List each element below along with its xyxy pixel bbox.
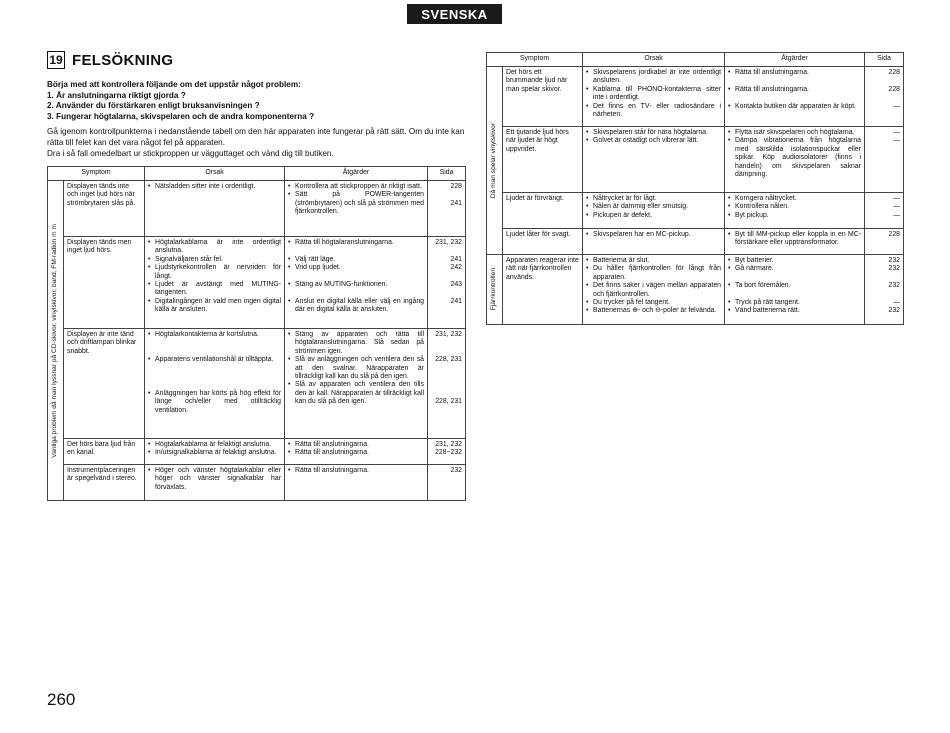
bullet-icon: • (288, 467, 291, 474)
bullet-item (728, 307, 861, 315)
bullet-text: In/utsignalkablarna är felaktigt anslutna. (155, 449, 277, 457)
page-number: 260 (47, 690, 76, 709)
page-ref: 232 (888, 307, 901, 315)
page-ref: 241 (450, 297, 463, 305)
bullet-text: Skivspelaren står för nära högtalarna. (593, 129, 708, 136)
page-ref: — (893, 211, 901, 219)
bullet-icon: • (586, 211, 589, 219)
symptom-text: Displayen tänds inte och inget ljud hörs när strömbrytaren slås på. (67, 183, 136, 207)
page-ref-cell (865, 67, 904, 127)
bullet-item (288, 298, 424, 315)
bullet-icon: • (586, 299, 589, 307)
page-ref: 228 (888, 85, 901, 93)
col-header-cause: Orsak (583, 53, 725, 67)
table-row (487, 255, 904, 325)
symptom-cell (64, 465, 145, 501)
intro-bold-line: 2. Använder du förstärkaren enligt bruksanvisningen ? (47, 101, 260, 111)
bullet-text: Golvet är ostadigt och vibrerar lätt. (593, 137, 699, 145)
bullet-text: Slå av anläggningen och ventilera den så att den svalnar. Närapparaten är tillräckligt kall kan du slå på den igen. (295, 356, 425, 381)
page-ref (431, 390, 462, 398)
bullet-text: Ta bort föremålen. (735, 282, 791, 290)
bullet-icon: • (288, 255, 291, 263)
page-ref: 231, 232 (435, 239, 463, 246)
symptom-cell (64, 181, 145, 237)
bullet-text: Anslut en digital källa eller välj en ingång där en digital källa är ansluten. (295, 297, 425, 314)
bullet-text: Gå närmare. (735, 265, 774, 273)
bullet-icon: • (148, 449, 151, 457)
page-ref: 228, 231 (435, 398, 463, 406)
symptom-text: Displayen är inte tänd och driftlampan blinkar snabbt. (67, 331, 137, 355)
bullet-item (148, 441, 281, 449)
col-header-page: Sida (428, 167, 466, 181)
page-ref: — (893, 129, 901, 136)
table-row (48, 329, 466, 439)
bullet-item (148, 331, 281, 339)
bullet-icon: • (728, 307, 731, 315)
bullet-icon: • (586, 69, 589, 76)
page-ref (431, 339, 462, 347)
col-header-page: Sida (865, 53, 904, 67)
bullet-text: Kablarna till PHONO-kontakterna sitter inte i ordentligt. (593, 85, 722, 102)
bullet-icon: • (586, 129, 589, 136)
bullet-text: Rätta till högtalaranslutningarna. (295, 239, 394, 246)
bullet-item (586, 137, 721, 145)
table-row (48, 181, 466, 237)
bullet-text: Rätta till anslutningarna. (295, 449, 369, 457)
page-ref-cell (865, 229, 904, 255)
bullet-text: Sätt på POWER-tangenten (strömbrytaren) och slå på strömmen med fjärrkontrollen. (295, 191, 425, 216)
page-ref-cell (428, 181, 466, 237)
bullet-item (288, 239, 424, 247)
page-ref (868, 77, 900, 85)
cause-cell (583, 255, 725, 325)
action-cell (285, 465, 428, 501)
group-label-vinyl: Då man spelar vinylskivor (490, 122, 498, 199)
symptom-cell (503, 127, 583, 193)
group-label-cell (487, 255, 503, 325)
bullet-icon: • (728, 265, 731, 273)
page-ref: 231, 232 (435, 331, 463, 338)
bullet-icon: • (148, 467, 151, 474)
bullet-icon: • (148, 255, 151, 263)
bullet-text: Nåltrycket är för lågt. (593, 195, 657, 202)
bullet-text: Korrigera nåltrycket. (735, 195, 797, 202)
bullet-item (148, 256, 281, 264)
action-cell (285, 181, 428, 237)
table-row (48, 439, 466, 465)
action-cell (725, 255, 865, 325)
bullet-icon: • (728, 257, 731, 264)
bullet-text: Digitalingången är vald men ingen digital källa är ansluten. (155, 297, 282, 314)
col-header-action: Åtgärder (725, 53, 865, 67)
col-header-cause: Orsak (145, 167, 285, 181)
bullet-text: Kontrollera nålen. (735, 203, 790, 211)
bullet-icon: • (728, 282, 731, 290)
bullet-item (288, 381, 424, 406)
bullet-text: Flytta isär skivspelaren och högtalarna. (735, 129, 855, 136)
bullet-icon: • (288, 297, 291, 305)
bullet-item (586, 231, 721, 239)
bullet-text: Stäng av MUTING-funktionen. (295, 281, 388, 288)
bullet-item (728, 137, 861, 179)
bullet-item (148, 264, 281, 281)
bullet-item (288, 467, 424, 475)
bullet-text: Vänd batterierna rätt. (735, 307, 800, 315)
bullet-text: Dämpa vibrationerna från högtalarna med särskilda isolationspuckar eller spikar. Köp audioisolatorer (finns i handeln) om skivspelaren saknar dämpning. (735, 137, 862, 179)
page-ref-cell (428, 329, 466, 439)
bullet-item (728, 299, 861, 307)
page-ref: 242 (450, 264, 463, 272)
symptom-text: Ett tjutande ljud hörs när ljudet är högt uppvridet. (506, 129, 569, 153)
bullet-text: Högtalarkablarna är felaktigt anslutna. (155, 441, 272, 448)
section-title: FELSÖKNING (72, 51, 174, 69)
bullet-icon: • (586, 102, 589, 110)
bullet-icon: • (728, 203, 731, 211)
page-ref: 228 (888, 69, 901, 76)
page-ref: — (893, 137, 901, 145)
bullet-item (148, 281, 281, 298)
symptom-cell (64, 237, 145, 329)
bullet-item (288, 281, 424, 289)
bullet-icon: • (728, 211, 731, 219)
bullet-icon: • (728, 129, 731, 136)
action-cell (285, 439, 428, 465)
page-ref (431, 348, 462, 356)
bullet-text: Rätta till anslutningarna. (735, 69, 809, 76)
bullet-icon: • (586, 195, 589, 202)
bullet-item (148, 390, 281, 415)
bullet-item (148, 298, 281, 315)
symptom-text: Instrumentplaceringen är spegelvänd i stereo. (67, 467, 137, 483)
intro-text (47, 80, 467, 159)
bullet-icon: • (288, 449, 291, 457)
bullet-icon: • (288, 356, 291, 364)
intro-bold-line: Börja med att kontrollera följande om det uppstår något problem: (47, 80, 301, 89)
table-row (487, 193, 904, 229)
page-ref-cell (865, 255, 904, 325)
bullet-icon: • (148, 239, 151, 246)
bullet-item (728, 265, 861, 273)
page-ref (868, 291, 900, 299)
bullet-item (288, 331, 424, 356)
bullet-item (728, 231, 861, 248)
bullet-icon: • (728, 85, 731, 93)
bullet-text: Byt pickup. (735, 211, 769, 219)
bullet-icon: • (288, 191, 291, 199)
page-ref (431, 365, 462, 373)
page-ref: 228 (888, 231, 901, 238)
cause-cell (145, 465, 285, 501)
bullet-icon: • (148, 183, 151, 190)
bullet-icon: • (148, 389, 151, 397)
table-row (487, 67, 904, 127)
symptom-cell (503, 255, 583, 325)
bullet-text: Skivspelaren har en MC-pickup. (593, 231, 691, 238)
bullet-text: Välj rätt läge. (295, 255, 336, 263)
page-ref: 232 (450, 467, 463, 474)
bullet-item (586, 307, 721, 315)
symptom-cell (503, 67, 583, 127)
cause-cell (145, 237, 285, 329)
page-ref: 241 (450, 255, 463, 263)
bullet-item (586, 282, 721, 299)
bullet-icon: • (586, 231, 589, 238)
bullet-text: Kontrollera att stickproppen är riktigt isatt. (295, 183, 422, 190)
bullet-icon: • (148, 281, 151, 289)
bullet-text: Du trycker på fel tangent. (593, 299, 671, 307)
bullet-item (728, 203, 861, 211)
bullet-item (288, 356, 424, 381)
page-ref: 228, 231 (435, 356, 463, 364)
cause-cell (145, 439, 285, 465)
page-ref (431, 373, 462, 381)
bullet-item (148, 449, 281, 457)
action-cell (285, 329, 428, 439)
bullet-item (586, 203, 721, 211)
page-ref-cell (428, 237, 466, 329)
bullet-icon: • (288, 183, 291, 190)
bullet-item (728, 282, 861, 290)
section-number: 19 (47, 51, 65, 69)
page-ref: 231, 232 (435, 441, 463, 448)
bullet-text: Kontakta butiken där apparaten är köpt. (735, 102, 857, 110)
bullet-icon: • (586, 307, 589, 315)
action-cell (725, 193, 865, 229)
troubleshooting-table-left (47, 166, 466, 501)
bullet-icon: • (148, 441, 151, 448)
bullet-icon: • (586, 257, 589, 264)
page-ref: 232 (888, 265, 901, 273)
table-header-row (48, 167, 466, 181)
bullet-item (728, 69, 861, 77)
bullet-text: Skivspelarens jordkabel är inte ordentligt ansluten. (593, 69, 722, 85)
bullet-text: Högtalarkontakterna är kortslutna. (155, 331, 259, 338)
bullet-item (288, 264, 424, 272)
bullet-item (148, 356, 281, 364)
bullet-item (586, 103, 721, 120)
bullet-item (288, 449, 424, 457)
bullet-text: Slå av apparaten och ventilera den tills den är kall. Närapparaten är tillräckligt kall kan du slå på den igen. (295, 381, 425, 406)
bullet-icon: • (728, 299, 731, 306)
bullet-item (728, 103, 861, 111)
intro-bold-line: 3. Fungerar högtalarna, skivspelaren och de andra komponenterna ? (47, 111, 315, 121)
bullet-item (586, 86, 721, 103)
page-ref: — (893, 203, 901, 211)
page-ref: 243 (450, 281, 463, 289)
page-ref (868, 94, 900, 102)
cause-cell (145, 329, 285, 439)
cause-cell (583, 229, 725, 255)
bullet-icon: • (288, 264, 291, 272)
page-ref: 241 (450, 199, 463, 207)
bullet-icon: • (586, 282, 589, 290)
symptom-cell (503, 229, 583, 255)
bullet-text: Apparatens ventilationshål är tilltäppta. (155, 356, 274, 364)
page-ref-cell (428, 439, 466, 465)
table-row (48, 465, 466, 501)
table-row (487, 229, 904, 255)
group-label-common: Vanliga problem då man lyssnar på CD-skivor, vinylskivor, band, FM-radion m m (51, 223, 59, 458)
language-tab: SVENSKA (407, 4, 502, 24)
action-cell (725, 229, 865, 255)
bullet-icon: • (148, 264, 151, 272)
bullet-text: Högtalarkablarna är inte ordentligt anslutna. (155, 239, 282, 255)
bullet-text: Byt batterier. (735, 257, 774, 264)
bullet-item (728, 86, 861, 94)
bullet-item (148, 183, 281, 191)
bullet-text: Stäng av apparaten och rätta till högtalaranslutningarna. Slå sedan på strömmen igen. (295, 331, 425, 355)
bullet-icon: • (288, 239, 291, 246)
action-cell (725, 127, 865, 193)
bullet-icon: • (288, 281, 291, 288)
bullet-item (148, 467, 281, 492)
bullet-text: Ljudstyrkekontrollen är nervriden för långt. (155, 264, 282, 280)
bullet-text: Rätta till anslutningarna. (735, 85, 809, 93)
bullet-icon: • (148, 297, 151, 305)
page-ref-cell (428, 465, 466, 501)
bullet-icon: • (288, 331, 291, 338)
col-header-action: Åtgärder (285, 167, 428, 181)
bullet-text: Byt till MM-pickup eller koppla in en MC-förstärkare eller upptransformator. (735, 231, 862, 247)
bullet-text: Ljudet är avstängt med MUTING-tangenten. (155, 281, 282, 297)
bullet-text: Batteriernas ⊕- och ⊖-poler är felvända. (593, 307, 717, 315)
bullet-text: Tryck på rätt tangent. (735, 299, 800, 306)
bullet-icon: • (728, 102, 731, 110)
troubleshooting-table-right (486, 52, 904, 325)
col-header-symptom: Symptom (487, 53, 583, 67)
bullet-text: Anläggningen har körts på hög effekt för länge och/eller med otillräcklig ventilation. (155, 389, 282, 414)
symptom-text: Displayen tänds men inget ljud hörs. (67, 239, 132, 255)
page-ref: 232 (888, 282, 901, 290)
bullet-item (148, 239, 281, 256)
symptom-text: Ljudet låter för svagt. (506, 231, 571, 238)
page-ref: 232 (888, 257, 901, 264)
bullet-item (728, 212, 861, 220)
page-ref: — (893, 195, 901, 202)
bullet-item (586, 69, 721, 86)
bullet-icon: • (728, 137, 731, 145)
bullet-text: Nålen är dammig eller smutsig. (593, 203, 688, 211)
bullet-item (288, 191, 424, 216)
page-ref (431, 191, 462, 199)
bullet-icon: • (288, 381, 291, 389)
page-ref: — (893, 299, 901, 307)
page-ref (431, 381, 462, 389)
intro-paragraph: Gå igenom kontrollpunkterna i nedanstående tabell om den här apparaten inte fungerar på rätt sätt. Om du inte kan rätta till felet kan det vara något fel på apparaten. (47, 127, 465, 147)
symptom-cell (64, 439, 145, 465)
bullet-text: Pickupen är defekt. (593, 211, 653, 219)
bullet-icon: • (586, 137, 589, 145)
bullet-text: Du håller fjärrkontrollen för långt från apparaten. (593, 265, 722, 281)
symptom-text: Det hörs bara ljud från en kanal. (67, 441, 136, 457)
section-heading (47, 51, 173, 69)
bullet-icon: • (148, 331, 151, 338)
bullet-text: Vrid upp ljudet. (295, 264, 341, 272)
bullet-icon: • (728, 69, 731, 76)
bullet-text: Det finns en TV- eller radiosändare i närheten. (593, 102, 722, 119)
bullet-item (586, 129, 721, 137)
bullet-icon: • (148, 356, 151, 364)
page-ref (431, 273, 462, 281)
col-header-symptom: Symptom (48, 167, 145, 181)
bullet-item (288, 441, 424, 449)
symptom-text: Ljudet är förvrängt. (506, 195, 564, 202)
page-ref: 228 (450, 183, 463, 190)
bullet-icon: • (586, 203, 589, 211)
bullet-icon: • (586, 85, 589, 93)
bullet-icon: • (728, 195, 731, 202)
page-ref-cell (865, 193, 904, 229)
page-ref (431, 289, 462, 297)
table-header-row (487, 53, 904, 67)
symptom-text: Apparaten reagerar inte rätt när fjärrkontrollen används. (506, 257, 579, 281)
page-ref (431, 247, 462, 255)
symptom-cell (503, 193, 583, 229)
action-cell (725, 67, 865, 127)
intro-paragraph: Dra i så fall omedelbart ur stickproppen ur vägguttaget och vänd dig till butiken. (47, 148, 334, 158)
page-ref: 228~232 (434, 449, 463, 457)
group-label-remote: Fjärrkontrollen (490, 268, 498, 311)
action-cell (285, 237, 428, 329)
table-row (48, 237, 466, 329)
page-ref (868, 274, 900, 282)
bullet-text: Signalväljaren står fel. (155, 255, 223, 263)
cause-cell (583, 127, 725, 193)
cause-cell (145, 181, 285, 237)
bullet-icon: • (288, 441, 291, 448)
bullet-item (586, 265, 721, 282)
cause-cell (583, 67, 725, 127)
table-row (487, 127, 904, 193)
bullet-item (288, 256, 424, 264)
cause-cell (583, 193, 725, 229)
intro-bold-line: 1. Är anslutningarna riktigt gjorda ? (47, 90, 186, 100)
bullet-text: Höger och vänster högtalarkablar eller höger och vänster signalkablar har förväxlats. (155, 467, 282, 491)
group-label-cell (487, 67, 503, 255)
bullet-text: Det finns saker i vägen mellan apparaten och fjärrkontrollen. (593, 282, 722, 298)
page-ref-cell (865, 127, 904, 193)
symptom-cell (64, 329, 145, 439)
bullet-item (586, 299, 721, 307)
bullet-icon: • (728, 231, 731, 238)
page-ref: — (893, 102, 901, 110)
group-label-cell (48, 181, 64, 501)
bullet-text: Nätsladden sitter inte i ordentligt. (155, 183, 256, 190)
bullet-icon: • (586, 265, 589, 273)
bullet-text: Batterierna är slut. (593, 257, 650, 264)
bullet-text: Rätta till anslutningarna. (295, 441, 369, 448)
bullet-text: Rätta till anslutningarna. (295, 467, 369, 474)
symptom-text: Det hörs ett brummande ljud när man spelar skivor. (506, 69, 568, 93)
bullet-item (586, 212, 721, 220)
